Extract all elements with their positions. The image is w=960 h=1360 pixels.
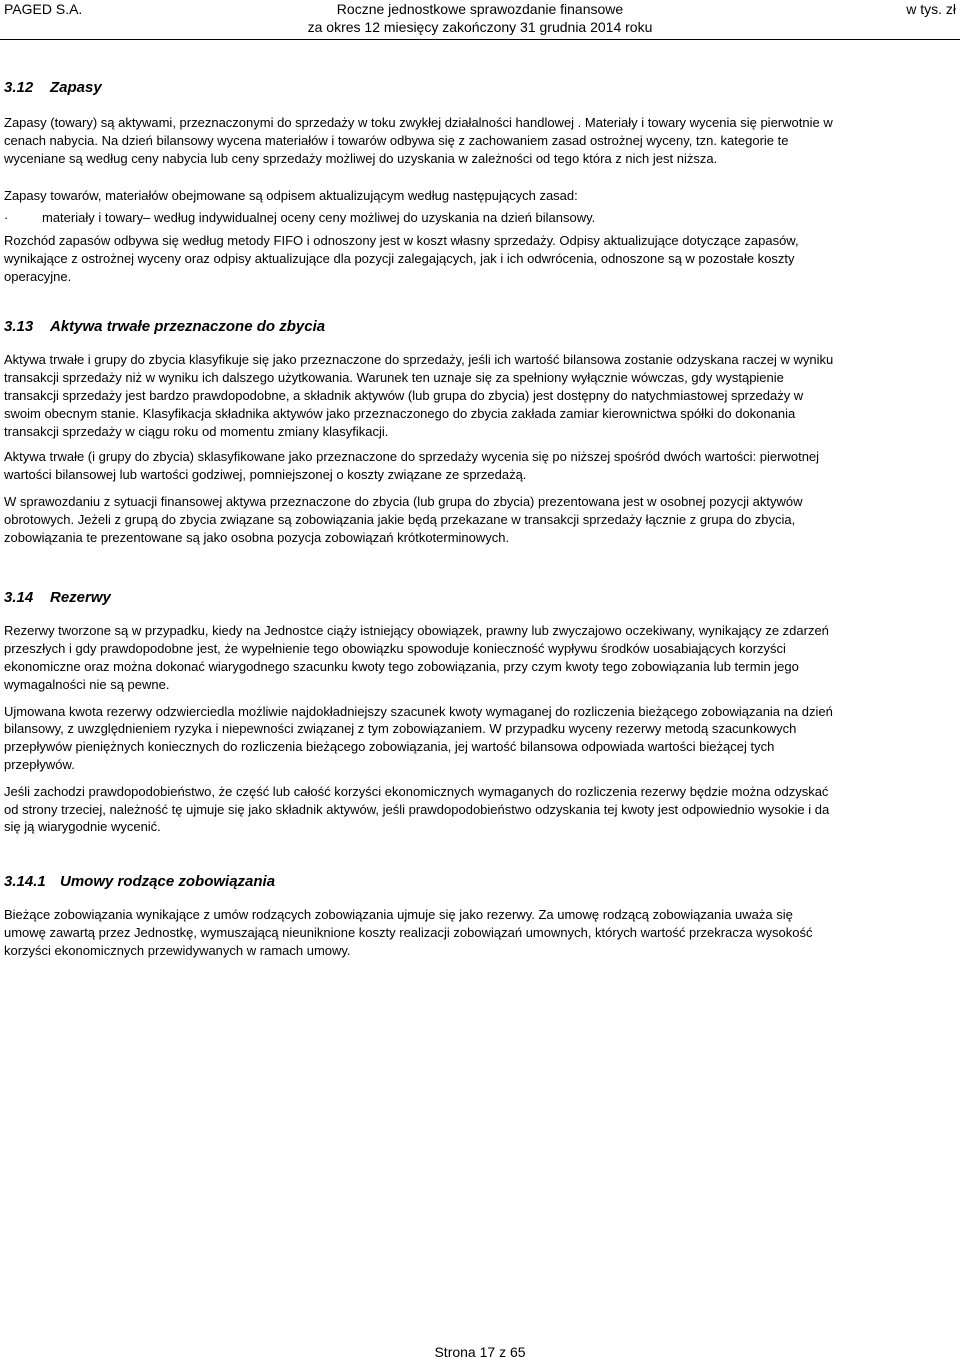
paragraph: Aktywa trwałe i grupy do zbycia klasyfikuje się jako przeznaczone do sprzedaży, jeśli ich wartość bilansowa zostanie odzyskana raczej w wyniku transakcji sprzedaży niż w wyniku ich dalszego użytkowania. Warunek ten uznaje się za spełniony wyłącznie wówczas, gdy wystąpienie transakcji sprzedaży jest bardzo prawdopodobne, a składnik aktywów (lub grupa do zbycia) jest dostępny do natychmiastowej sprzedaży w swoim obecnym stanie. Klasyfikacja składnika aktywów jako przeznaczonego do zbycia zakłada zamiar kierownictwa spółki do dokonania transakcji sprzedaży w ciągu roku od momentu zmiany klasyfikacji.	[4, 352, 834, 439]
paragraph: W sprawozdaniu z sytuacji finansowej aktywa przeznaczone do zbycia (lub grupa do zbycia) prezentowana jest w osobnej pozycji aktywów obrotowych. Jeżeli z grupą do zbycia związane są zobowiązania jakie będą przekazane w transakcji sprzedaży łącznie z grupa do zbycia, zobowiązania te prezentowane są jako osobna pozycja zobowiązań krótkoterminowych.	[4, 493, 803, 545]
page-header	[0, 0, 960, 40]
paragraph: Bieżące zobowiązania wynikające z umów rodzących zobowiązania ujmuje się jako rezerwy. Za umowę rodzącą zobowiązania uważa się umowę zawartą przez Jednostkę, wymuszającą nieuniknione koszty realizacji zobowiązań umownych, których wartość przekracza wysokość korzyści ekonomicznych przewidywanych w ramach umowy.	[4, 907, 813, 958]
paragraph: Ujmowana kwota rezerwy odzwierciedla możliwie najdokładniejszy szacunek kwoty wymaganej do rozliczenia bieżącego zobowiązania na dzień bilansowy, z uwzględnieniem ryzyka i niepewności związanej z tym zobowiązaniem. W przypadku wyceny rezerwy metodą szacunkowych przepływów pieniężnych koniecznych do rozliczenia bieżącego zobowiązania, jej wartość bilansowa odpowiada wartości bieżącej tych przepływów.	[4, 703, 833, 772]
report-title-line1: Roczne jednostkowe sprawozdanie finansowe	[336, 1, 624, 17]
paragraph: Zapasy (towary) są aktywami, przeznaczonymi do sprzedaży w toku zwykłej działalności handlowej . Materiały i towary wycenia się pierwotnie w cenach nabycia. Na dzień bilansowy wycena materiałów i towarów odbywa się z zachowaniem zasad ostrożnej wyceny, tzn. kategorie te wyceniane są według ceny nabycia lub ceny sprzedaży możliwej do uzyskania w zależności od tego która z nich jest niższa.	[4, 115, 833, 166]
section-title: Umowy rodzące zobowiązania	[60, 873, 276, 891]
section-heading-3-14	[4, 588, 834, 608]
section-number: 3.12	[4, 79, 34, 96]
report-title	[0, 0, 960, 36]
section-heading-3-14-1	[4, 872, 834, 892]
section-number: 3.13	[4, 318, 34, 336]
section-number: 3.14	[4, 589, 34, 607]
section-title: Aktywa trwałe przeznaczone do zbycia	[50, 318, 326, 336]
section-number: 3.14.1	[4, 873, 46, 891]
paragraph: Zapasy towarów, materiałów obejmowane są odpisem aktualizującym według następujących zasad:	[4, 188, 578, 204]
paragraph: Aktywa trwałe (i grupy do zbycia) sklasyfikowane jako przeznaczone do sprzedaży wycenia się po niższej spośród dwóch wartości: pierwotnej wartości bilansowej lub wartości godziwej, pomniejszonej o koszty związane ze sprzedażą.	[4, 449, 820, 483]
page-number: Strona 17 z 65	[434, 1344, 526, 1360]
header-divider	[0, 39, 960, 40]
section-title: Zapasy	[50, 79, 102, 96]
company-name: PAGED S.A.	[4, 1, 83, 17]
document-body	[4, 78, 834, 960]
bullet-mark: ·	[4, 210, 9, 226]
paragraph: Rezerwy tworzone są w przypadku, kiedy na Jednostce ciąży istniejący obowiązek, prawny lub zwyczajowo oczekiwany, wynikający ze zdarzeń przeszłych i gdy prawdopodobne jest, że wypełnienie tego obowiązku spowoduje konieczność wypływu środków uosabiających korzyści ekonomiczne oraz można dokonać wiarygodnego szacunku kwoty tego zobowiązania, przy czym kwoty tego zobowiązania lub termin jego wymagalności nie są pewne.	[4, 623, 829, 692]
section-heading-3-13	[4, 317, 834, 337]
report-title-line2: za okres 12 miesięcy zakończony 31 grudnia 2014 roku	[307, 19, 653, 35]
paragraph: Jeśli zachodzi prawdopodobieństwo, że część lub całość korzyści ekonomicznych wymaganych do rozliczenia rezerwy będzie można odzyskać od strony trzeciej, należność tę ujmuje się jako składnik aktywów, jeśli prawdopodobieństwo odzyskania tej kwoty jest odpowiednio wysokie i da się ją wiarygodnie wycenić.	[4, 783, 830, 835]
section-title: Rezerwy	[50, 589, 111, 607]
section-heading-3-12	[4, 78, 834, 98]
bullet-item	[4, 209, 834, 227]
paragraph: Rozchód zapasów odbywa się według metody FIFO i odnoszony jest w koszt własny sprzedaży. Odpisy aktualizujące dotyczące zapasów, wynikające z ostrożnej wyceny oraz odpisy aktualizujące dla pozycji zalegających, jak i ich odwrócenia, odnoszone są w pozostałe koszty operacyjne.	[4, 232, 799, 284]
bullet-text: materiały i towary– według indywidualnej oceny ceny możliwej do uzyskania na dzień bilansowy.	[42, 210, 596, 226]
currency-units: w tys. zł	[906, 1, 956, 17]
